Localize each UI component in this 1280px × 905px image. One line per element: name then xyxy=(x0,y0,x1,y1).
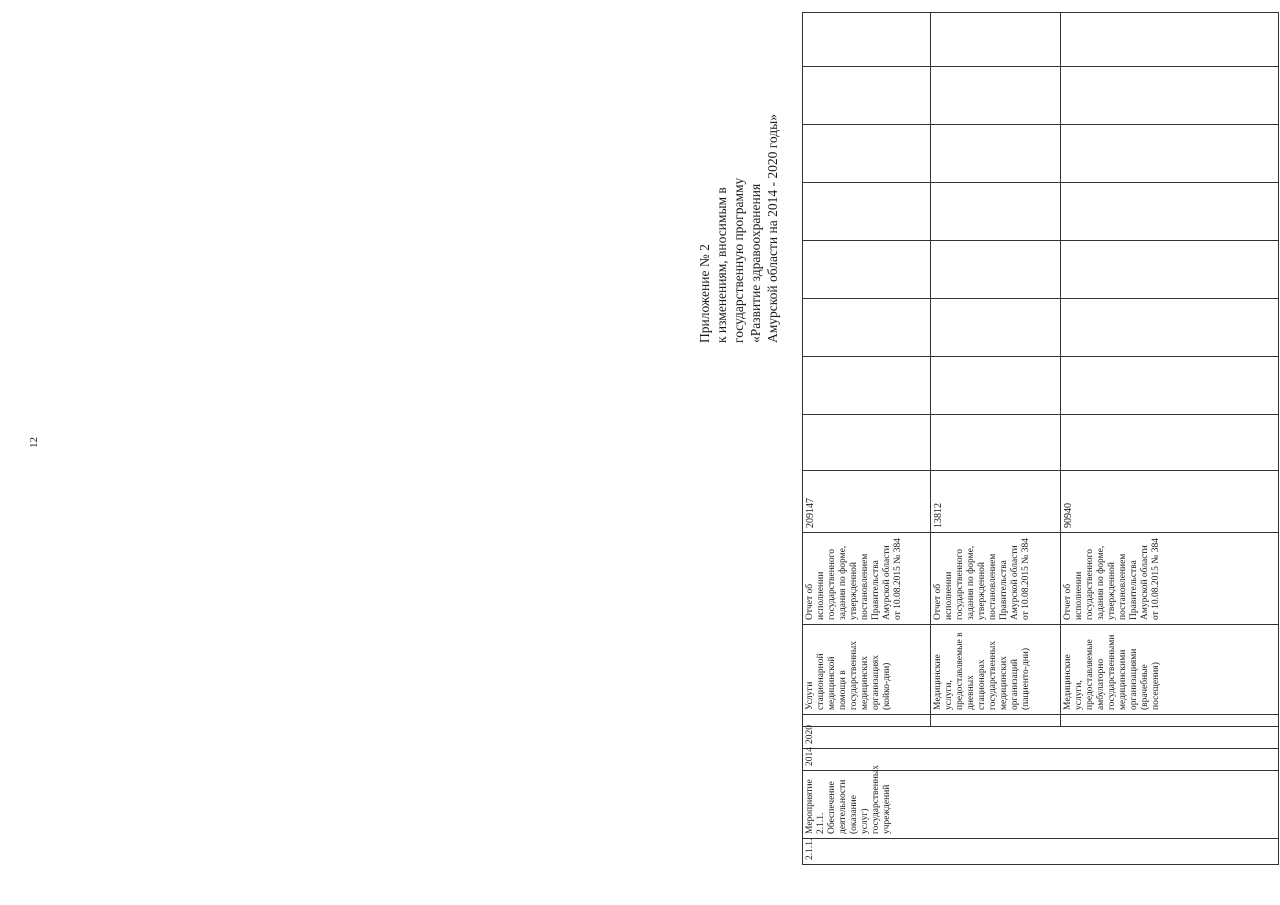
empty-cell xyxy=(931,357,1061,415)
empty-cell xyxy=(1061,125,1279,183)
empty-cell xyxy=(803,715,931,727)
empty-cell xyxy=(931,13,1061,67)
page-number: 12 xyxy=(28,437,40,448)
empty-cell xyxy=(803,241,931,299)
program-table xyxy=(802,13,1278,865)
item-number: 2.1.1. xyxy=(803,839,1279,865)
empty-cell xyxy=(931,183,1061,241)
empty-cell xyxy=(1061,183,1279,241)
empty-cell xyxy=(803,183,931,241)
measure-name: Мероприятие 2.1.1. Обеспечение деятельности (оказание услуг) государственных учреждений xyxy=(803,771,1279,839)
empty-cell xyxy=(931,67,1061,125)
empty-cell xyxy=(931,125,1061,183)
service-value: 209147 xyxy=(803,471,931,533)
empty-cell xyxy=(1061,13,1279,67)
empty-cell xyxy=(1061,241,1279,299)
empty-cell xyxy=(1061,299,1279,357)
empty-cell xyxy=(931,241,1061,299)
year-end: 2020 xyxy=(803,727,1279,749)
rotated-sheet xyxy=(640,0,1280,905)
service-value: 13812 xyxy=(931,471,1061,533)
empty-cell xyxy=(931,715,1061,727)
empty-cell xyxy=(803,67,931,125)
empty-cell xyxy=(803,415,931,471)
empty-cell xyxy=(1061,357,1279,415)
header-line: государственную программу xyxy=(731,177,746,343)
header-line: «Развитие здравоохранения xyxy=(748,183,763,343)
service-name: Услуги стационарной медицинской помощи в государственных медицинских организациях (койко-дни) xyxy=(803,625,931,715)
header-line: Приложение № 2 xyxy=(697,244,712,343)
empty-cell xyxy=(931,299,1061,357)
empty-cell xyxy=(1061,715,1279,727)
empty-cell xyxy=(931,415,1061,471)
empty-cell xyxy=(803,357,931,415)
header-line: к изменениям, вносимым в xyxy=(714,187,729,343)
header-line: Амурской области на 2014 - 2020 годы» xyxy=(765,114,780,343)
empty-cell xyxy=(803,13,931,67)
empty-cell xyxy=(803,125,931,183)
service-value: 90940 xyxy=(1061,471,1279,533)
empty-cell xyxy=(1061,67,1279,125)
report-form: Отчет об исполнении государственного задания по форме, утвержденной постановлением Правительства Амурской области от 10.08.2015 № 384 xyxy=(931,533,1061,625)
service-name: Медицинские услуги, предоставляемые амбулаторно государственными медицинскими организациями (врачебные посещения) xyxy=(1061,625,1279,715)
report-form: Отчет об исполнении государственного задания по форме, утвержденной постановлением Правительства Амурской области от 10.08.2015 № 384 xyxy=(803,533,931,625)
empty-cell xyxy=(803,299,931,357)
report-form: Отчет об исполнении государственного задания по форме, утвержденной постановлением Правительства Амурской области от 10.08.2015 № 384 xyxy=(1061,533,1279,625)
service-name: Медицинские услуги, предоставляемые в дневных стационарах государственных медицинских организаций (пациенто-дни) xyxy=(931,625,1061,715)
empty-cell xyxy=(1061,415,1279,471)
year-start: 2014 xyxy=(803,749,1279,771)
appendix-header xyxy=(696,73,781,343)
